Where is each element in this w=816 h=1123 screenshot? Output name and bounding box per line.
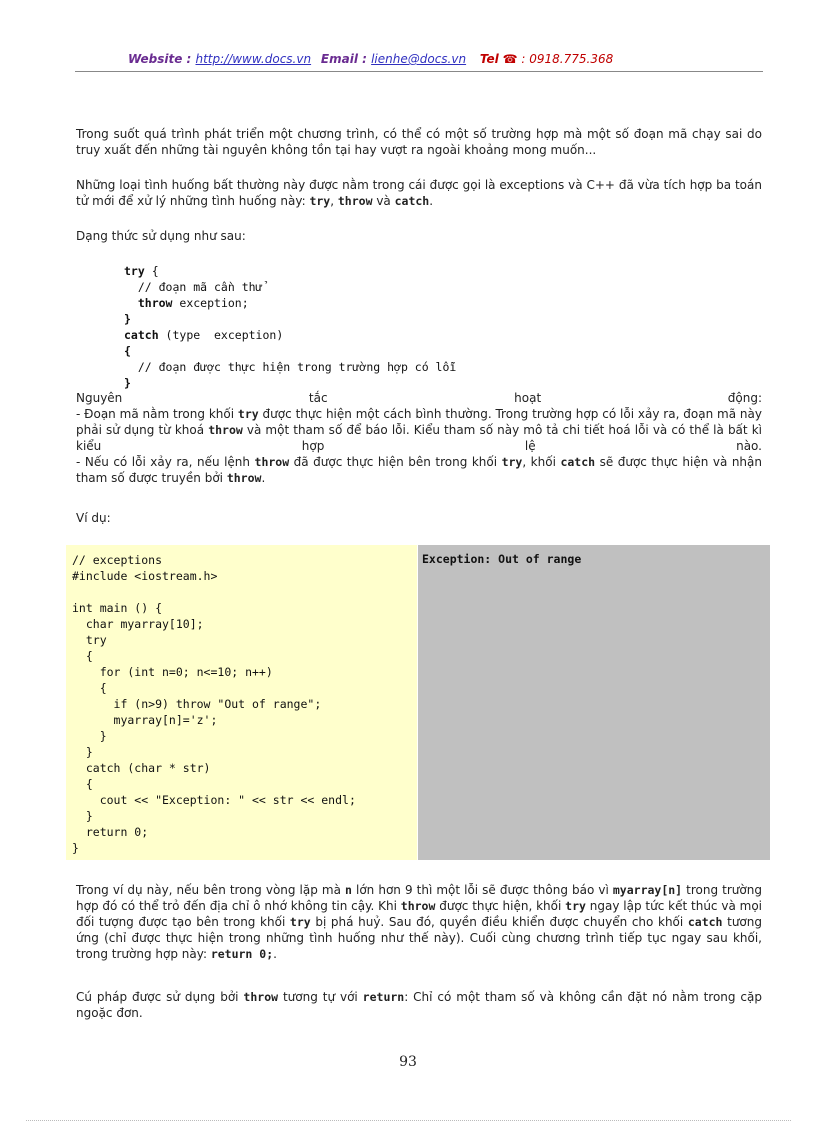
example-output: Exception: Out of range — [422, 552, 582, 566]
text: được thực hiện, khối — [435, 899, 566, 913]
throw-syntax-paragraph — [76, 989, 762, 1021]
tel-label: Tel — [479, 52, 499, 66]
syntax-keyword: try — [124, 264, 145, 278]
page-number: 93 — [399, 1054, 417, 1070]
text: . — [261, 471, 266, 485]
syntax-intro: Dạng thức sử dụng như sau: — [76, 229, 246, 243]
keyword-throw: throw — [254, 455, 290, 469]
keyword-throw: throw — [400, 899, 436, 913]
text: , — [330, 194, 338, 208]
syntax-indent — [124, 296, 138, 310]
rule-1 — [76, 406, 762, 454]
syntax-comment: // đoạn mã cần thử — [124, 280, 263, 294]
keyword-throw: throw — [226, 471, 262, 485]
text: ngay lập tức kết thúc và mọi đối tượng được tạo bên trong khối — [76, 899, 762, 929]
keyword-try: try — [237, 407, 259, 421]
text: - Đoạn mã nằm trong khối — [76, 407, 238, 421]
keyword-return: return — [362, 990, 405, 1004]
header-divider — [75, 71, 763, 72]
keyword-catch: catch — [560, 455, 596, 469]
text: đã được thực hiện bên trong khối — [289, 455, 502, 469]
footer-divider — [26, 1120, 791, 1121]
keyword-try: try — [309, 194, 331, 208]
syntax-block — [124, 263, 456, 391]
text: - Nếu có lỗi xảy ra, nếu lệnh — [76, 455, 255, 469]
text: Trong ví dụ này, nếu bên trong vòng lặp mà — [76, 883, 346, 897]
syntax-brace: } — [124, 376, 131, 390]
rules-paragraph — [76, 390, 762, 486]
email-label: Email — [320, 52, 358, 66]
keyword-try: try — [289, 915, 311, 929]
text: . — [273, 947, 277, 961]
code-n: n — [345, 883, 352, 897]
text: và — [372, 194, 395, 208]
keyword-throw: throw — [243, 990, 279, 1004]
keyword-catch: catch — [687, 915, 723, 929]
rule-2 — [76, 454, 762, 486]
website-label: Website : — [128, 52, 196, 66]
text: lớn hơn 9 thì một lỗi sẽ được thông báo vì — [351, 883, 613, 897]
keyword-throw: throw — [208, 423, 243, 437]
email-separator: : — [357, 52, 372, 66]
operators-paragraph — [76, 177, 762, 209]
syntax-line: (type exception) — [158, 328, 284, 342]
intro-paragraph: Trong suốt quá trình phát triển một chương trình, có thể có một số trường hợp mà một số đoạn mã chạy sai do truy xuất đến những tài nguyên không tồn tại hay vượt ra ngoài khoảng mong muốn... — [76, 127, 762, 157]
text: Cú pháp được sử dụng bởi — [76, 990, 244, 1004]
syntax-brace: { — [124, 344, 131, 358]
example-code: // exceptions #include <iostream.h> int main () { char myarray[10]; try { for (int n=0; n<=10; n++) { if (n>9) throw "Out of range"; myarray[n]='z'; } } catch (char * str) { cout << "Exception: " << str << endl; } return 0; } — [72, 553, 356, 855]
text: được thực hiện một cách bình thường. Trong trường hợp có lỗi xảy ra, đoạn mã này phải sử dụng từ khoá — [76, 407, 762, 437]
example-code-panel — [66, 545, 417, 860]
syntax-comment: // đoạn được thực hiện trong trường hợp có lỗi — [124, 360, 457, 374]
website-link[interactable]: http://www.docs.vn — [195, 52, 312, 66]
phone-number: : 0918.775.368 — [517, 52, 614, 66]
text: sẽ được thực hiện và nhận tham số được truyền bởi — [76, 455, 762, 485]
keyword-try: try — [501, 455, 523, 469]
text: . — [429, 194, 434, 208]
syntax-line: { — [144, 264, 159, 278]
text: và một tham số để báo lỗi. Kiểu tham số này mô tả chi tiết hoá lỗi và có thể là bất kì kiểu hợp lệ nào. — [76, 423, 762, 453]
syntax-keyword: throw — [137, 296, 173, 310]
rules-title: Nguyên tắc hoạt động: — [76, 391, 762, 405]
text: trong trường hợp đó có thể trỏ đến địa chỉ ô nhớ không tin cậy. Khi — [76, 883, 762, 913]
explanation-paragraph — [76, 882, 762, 962]
text: : Chỉ có một tham số và không cần đặt nó nằm trong cặp ngoặc đơn. — [76, 990, 762, 1020]
text: tương tự với — [278, 990, 363, 1004]
example-output-panel — [418, 545, 770, 860]
text: , khối — [522, 455, 561, 469]
text: bị phá huỷ. Sau đó, quyền điều khiển được chuyển cho khối — [310, 915, 688, 929]
text: Những loại tình huống bất thường này được nằm trong cái được gọi là exceptions và C++ đã vừa tích hợp ba toán tử mới để xử lý những tình huống này: — [76, 178, 762, 208]
code-return: return 0; — [210, 947, 274, 961]
keyword-catch: catch — [394, 194, 430, 208]
page-header — [128, 52, 613, 66]
example-label: Ví dụ: — [76, 511, 111, 525]
syntax-line: exception; — [172, 296, 249, 310]
code-myarray: myarray[n] — [612, 883, 683, 897]
phone-icon: ☎ — [502, 52, 518, 66]
email-link[interactable]: lienhe@docs.vn — [371, 52, 467, 66]
text: tương ứng (chỉ được thực hiện trong những tình huống như thế này). Cuối cùng chương trình tiếp tục ngay sau khối, trong trường hợp này: — [76, 915, 762, 961]
keyword-try: try — [565, 899, 586, 913]
syntax-brace: } — [124, 312, 131, 326]
keyword-throw: throw — [337, 194, 373, 208]
syntax-keyword: catch — [124, 328, 159, 342]
